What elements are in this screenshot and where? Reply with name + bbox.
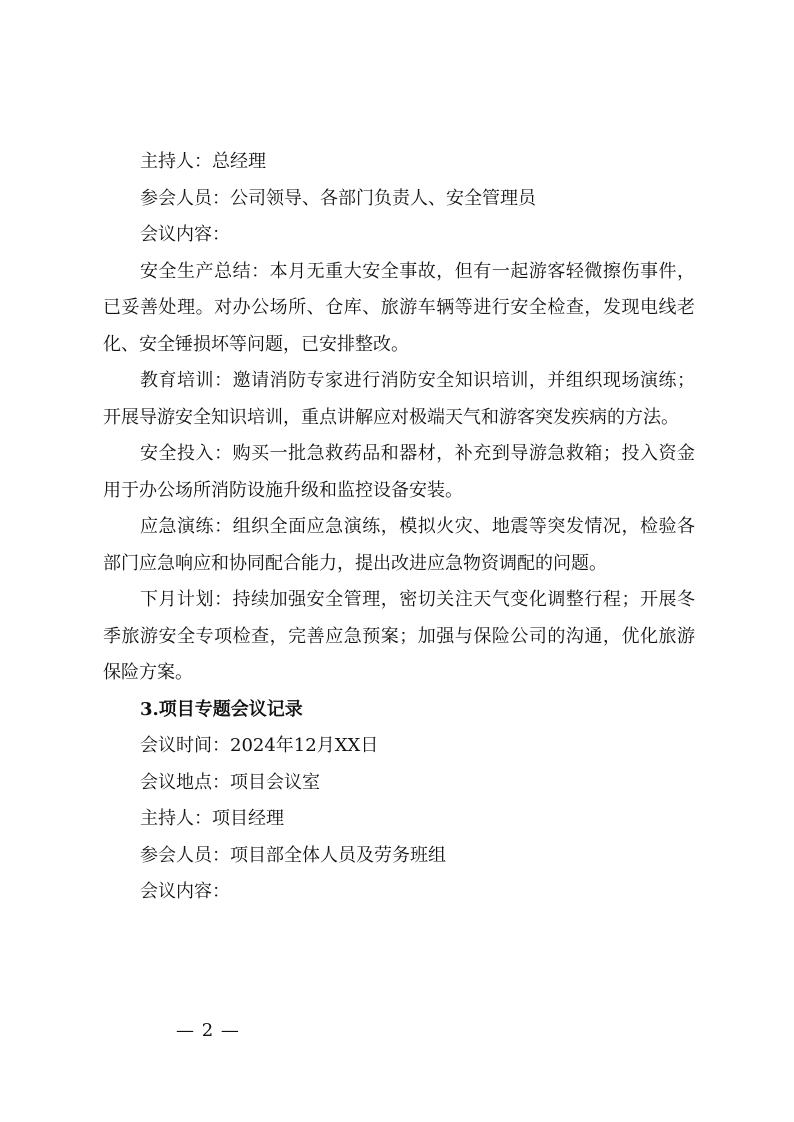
page-number: — 2 — [176, 1020, 240, 1041]
paragraph-safety-summary: 安全生产总结：本月无重大安全事故，但有一起游客轻微擦伤事件，已妥善处理。对办公场所、仓库、旅游车辆等进行安全检查，发现电线老化、安全锤损坏等问题，已安排整改。 [103, 260, 695, 355]
section-heading-number: 3 [140, 698, 153, 720]
meeting-host-line: 主持人：项目经理 [140, 808, 284, 829]
meeting-time-line: 会议时间：2024年12月XX日 [140, 735, 379, 756]
meeting-attendees-line: 参会人员：项目部全体人员及劳务班组 [140, 844, 446, 866]
host-line: 主持人：总经理 [140, 151, 266, 172]
paragraph-investment: 安全投入：购买一批急救药品和器材，补充到导游急救箱；投入资金用于办公场所消防设施升级和监控设备安装。 [103, 443, 695, 501]
meeting-content-label: 会议内容： [140, 881, 230, 902]
paragraph-training: 教育培训：邀请消防专家进行消防安全知识培训，并组织现场演练；开展导游安全知识培训，重点讲解应对极端天气和游客突发疾病的方法。 [103, 370, 695, 428]
paragraph-next-month-plan: 下月计划：持续加强安全管理，密切关注天气变化调整行程；开展冬季旅游安全专项检查，完善应急预案；加强与保险公司的沟通，优化旅游保险方案。 [103, 589, 695, 683]
section-heading-text: .项目专题会议记录 [152, 698, 303, 720]
meeting-location-line: 会议地点：项目会议室 [140, 771, 320, 793]
paragraph-drill: 应急演练：组织全面应急演练，模拟火灾、地震等突发情况，检验各部门应急响应和协同配合能力，提出改进应急物资调配的问题。 [103, 516, 695, 574]
content-label: 会议内容： [140, 224, 230, 245]
section-heading [103, 692, 695, 729]
attendees-line: 参会人员：公司领导、各部门负责人、安全管理员 [140, 187, 536, 209]
document-body [103, 144, 695, 911]
